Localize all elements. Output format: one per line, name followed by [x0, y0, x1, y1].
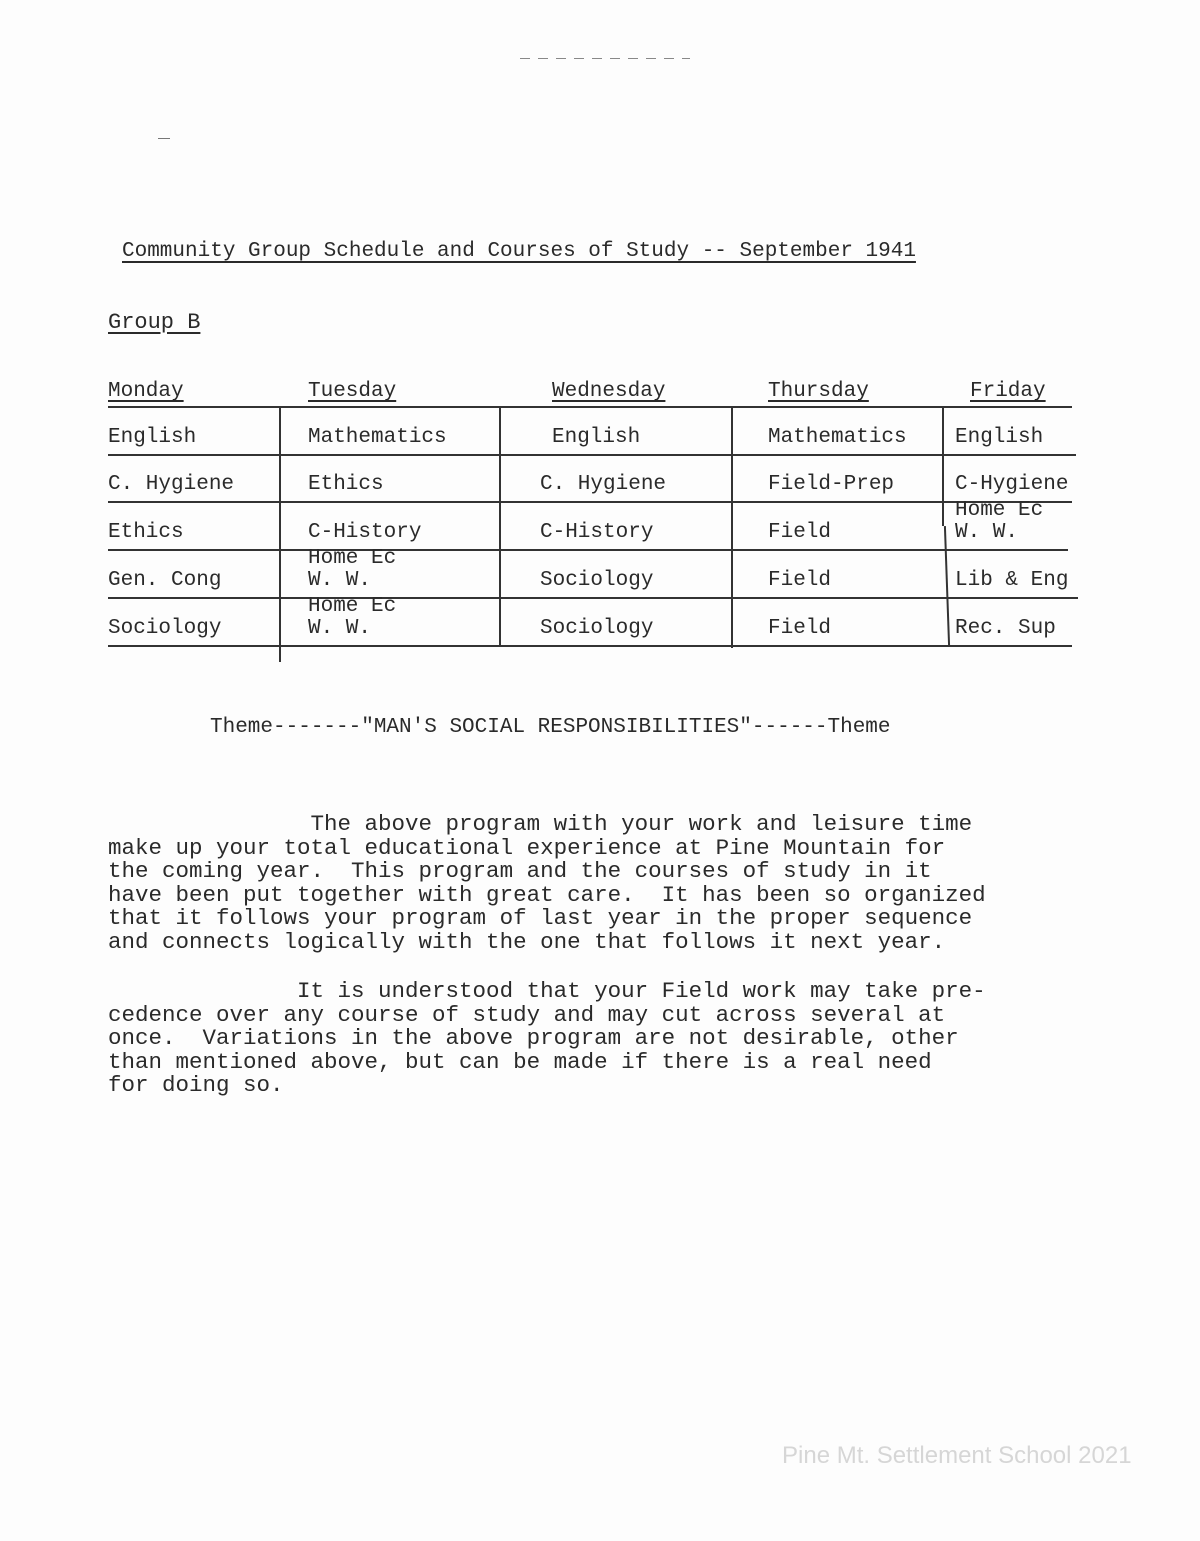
table-rule: [108, 501, 1072, 503]
schedule-cell: English: [552, 426, 641, 449]
top-specks: [520, 58, 690, 59]
schedule-cell: English: [955, 426, 1044, 449]
group-label: Group B: [108, 310, 201, 335]
schedule-cell: Home Ec W. W.: [308, 547, 397, 592]
column-header-wednesday: Wednesday: [552, 380, 666, 403]
schedule-cell: Field: [768, 521, 832, 544]
paragraph-1: The above program with your work and leisure time make up your total educational experience at Pine Mountain for the coming year. This program and the courses of study in it have been put together with great care. It has been so organized that it follows your program of last year in the proper sequence and connects logically with the one that follows it next year.: [108, 811, 986, 955]
schedule-cell: Sociology: [108, 617, 222, 640]
schedule-cell: Ethics: [108, 521, 184, 544]
schedule-cell: Rec. Sup: [955, 617, 1056, 640]
table-rule: [108, 549, 1068, 551]
schedule-cell: Home Ec W. W.: [308, 595, 397, 640]
schedule-cell: Field: [768, 569, 832, 592]
schedule-cell: Sociology: [540, 569, 654, 592]
schedule-cell: Gen. Cong: [108, 569, 222, 592]
column-rule: [731, 406, 733, 648]
watermark: Pine Mt. Settlement School 2021: [782, 1442, 1132, 1469]
column-rule: [279, 406, 281, 662]
speck: [158, 138, 170, 139]
schedule-cell: C. Hygiene: [108, 473, 235, 496]
schedule-cell: Sociology: [540, 617, 654, 640]
schedule-cell: Home Ec W. W.: [955, 499, 1044, 544]
schedule-cell: C-History: [540, 521, 654, 544]
schedule-cell: Mathematics: [768, 426, 907, 449]
document-title: Community Group Schedule and Courses of Study -- September 1941: [122, 240, 916, 263]
column-header-monday: Monday: [108, 380, 184, 403]
column-rule: [944, 526, 950, 646]
table-rule: [108, 406, 1072, 408]
column-header-friday: Friday: [970, 380, 1046, 403]
table-rule: [108, 454, 1076, 456]
schedule-cell: English: [108, 426, 197, 449]
schedule-cell: C-History: [308, 521, 422, 544]
schedule-cell: C. Hygiene: [540, 473, 667, 496]
paragraph-2: It is understood that your Field work may take pre- cedence over any course of study and may cut across several at once. Variations in the above program are not desirable, other than mentioned above, but can be made if there is a real need for doing so.: [108, 978, 986, 1098]
schedule-cell: C-Hygiene: [955, 473, 1069, 496]
schedule-cell: Field-Prep: [768, 473, 895, 496]
column-rule: [942, 406, 944, 526]
column-header-thursday: Thursday: [768, 380, 869, 403]
table-rule: [108, 597, 1078, 599]
column-rule: [499, 406, 501, 646]
schedule-cell: Ethics: [308, 473, 384, 496]
schedule-cell: Field: [768, 617, 832, 640]
table-rule: [108, 645, 1072, 647]
schedule-cell: Lib & Eng: [955, 569, 1069, 592]
column-header-tuesday: Tuesday: [308, 380, 397, 403]
schedule-cell: Mathematics: [308, 426, 447, 449]
theme-line: Theme-------"MAN'S SOCIAL RESPONSIBILITIES"------Theme: [210, 716, 891, 739]
